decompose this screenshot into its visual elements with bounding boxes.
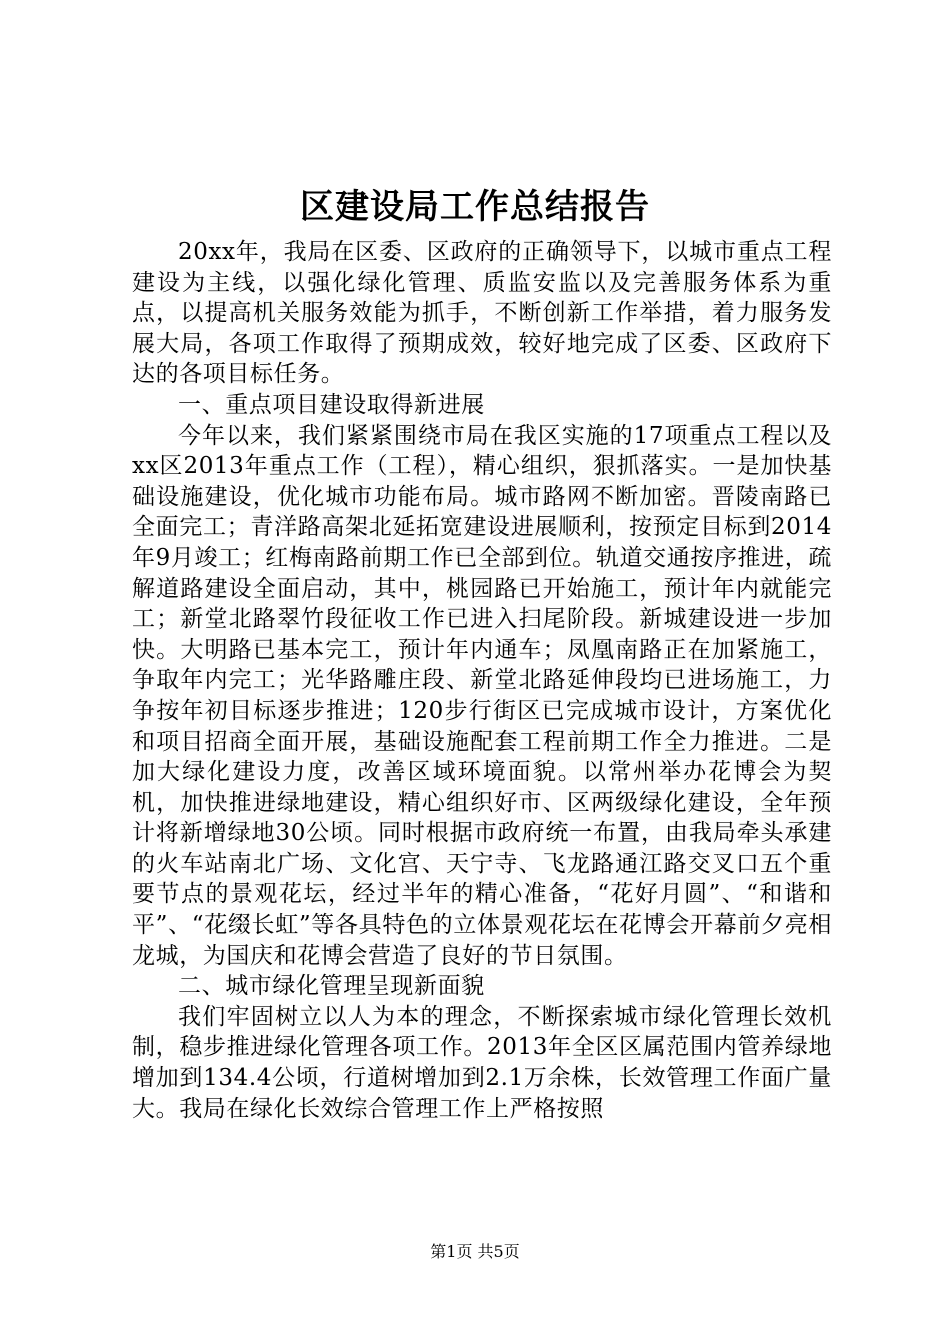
section-2-paragraph: 我们牢固树立以人为本的理念，不断探索城市绿化管理长效机制，稳步推进绿化管理各项工作。2013年全区区属范围内管养绿地增加到134.4公顷，行道树增加到2.1万余株，长效管理工作面广量大。我局在绿化长效综合管理工作上严格按照 bbox=[132, 1003, 832, 1122]
intro-paragraph: 20xx年，我局在区委、区政府的正确领导下，以城市重点工程建设为主线，以强化绿化管理、质监安监以及完善服务体系为重点，以提高机关服务效能为抓手，不断创新工作举措，着力服务发展大局，各项工作取得了预期成效，较好地完成了区委、区政府下达的各项目标任务。 bbox=[132, 239, 832, 388]
page-footer: 第1页 共5页 bbox=[430, 1242, 520, 1261]
section-1-paragraph: 今年以来，我们紧紧围绕市局在我区实施的17项重点工程以及xx区2013年重点工作（工程），精心组织，狠抓落实。一是加快基础设施建设，优化城市功能布局。城市路网不断加密。晋陵南路已全面完工；青洋路高架北延拓宽建设进展顺利，按预定目标到2014年9月竣工；红梅南路前期工作已全部到位。轨道交通按序推进，疏解道路建设全面启动，其中，桃园路已开始施工，预计年内就能完工；新堂北路翠竹段征收工作已进入扫尾阶段。新城建设进一步加快。大明路已基本完工，预计年内通车；凤凰南路正在加紧施工，争取年内完工；光华路雕庄段、新堂北路延伸段均已进场施工，力争按年初目标逐步推进；120步行街区已完成城市设计，方案优化和项目招商全面开展，基础设施配套工程前期工作全力推进。二是加大绿化建设力度，改善区域环境面貌。以常州举办花博会为契机，加快推进绿地建设，精心组织好市、区两级绿化建设，全年预计将新增绿地30公顷。同时根据市政府统一布置，由我局牵头承建的火车站南北广场、文化宫、天宁寺、飞龙路通江路交叉口五个重要节点的景观花坛，经过半年的精心准备，“花好月圆”、“和谐和平”、“花缀长虹”等各具特色的立体景观花坛在花博会开幕前夕亮相龙城，为国庆和花博会营造了良好的节日氛围。 bbox=[132, 422, 832, 969]
document-body bbox=[132, 237, 832, 1124]
document-title: 区建设局工作总结报告 bbox=[300, 187, 650, 227]
section-heading-2: 二、城市绿化管理呈现新面貌 bbox=[178, 973, 485, 1000]
section-heading-1: 一、重点项目建设取得新进展 bbox=[178, 391, 485, 418]
